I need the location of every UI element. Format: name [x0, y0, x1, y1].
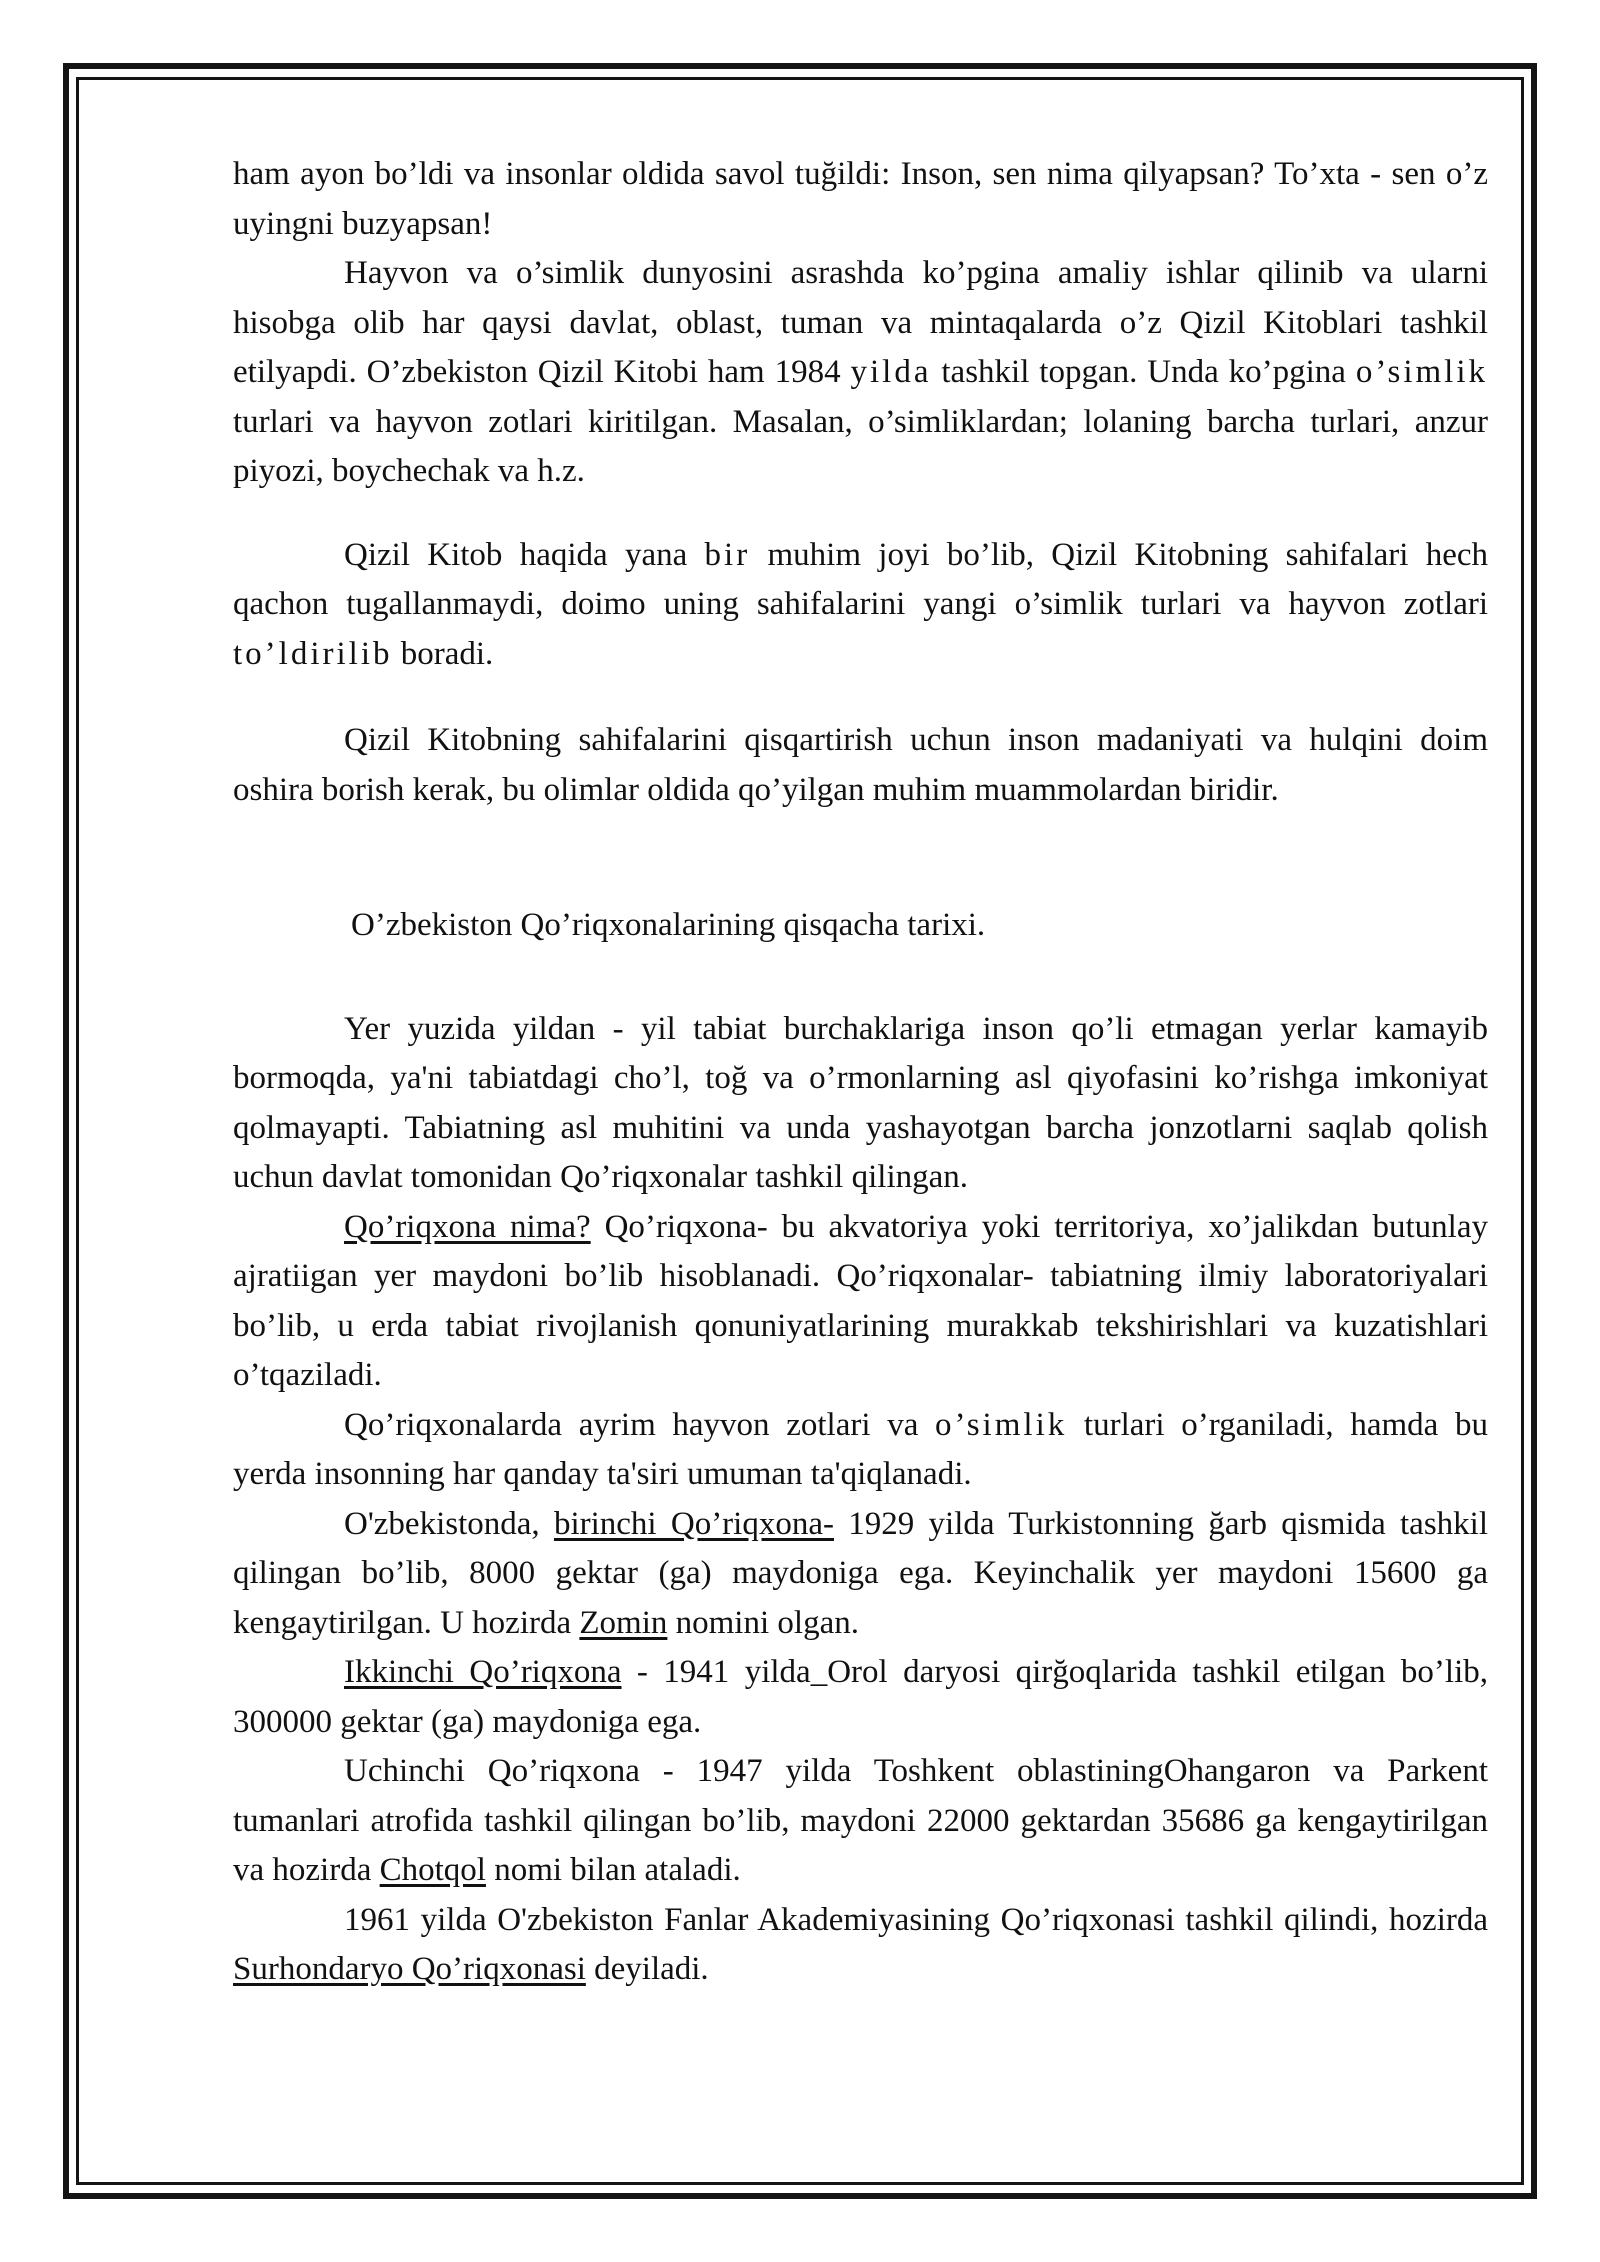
paragraph-reserves-intro: Yer yuzida yildan - yil tabiat burchaklariga inson qo’li etmagan yerlar kamayib bormoqda, ya'ni tabiatdagi cho’l, toğ va o’rmonlarning asl qiyofasini ko’rishga imkoniyat qolmayapti. Tabiatning asl muhitini va unda yashayotgan barcha jonzotlarni saqlab qolish uchun davlat tomonidan Qo’riqxonalar tashkil qilingan. [233, 1010, 1488, 1195]
underlined-term: Qo’riqxona nima? [344, 1208, 591, 1245]
paragraph-academy-reserve [233, 1896, 1488, 1995]
text-run: muhim joyi bo’lib, Qizil Kitobning sahifalari hech qachon tugallanmaydi, doimo uning sahifalarini yangi o’simlik turlari va hayvon zotlari [233, 536, 1488, 622]
text-run: 1961 yilda O'zbekiston Fanlar Akademiyasining Qo’riqxonasi tashkil qilindi, hozirda [344, 1901, 1488, 1938]
text-run: O'zbekistonda, [344, 1505, 554, 1542]
paragraph-first-reserve [233, 1500, 1488, 1649]
text-run-spaced: bir [704, 536, 751, 573]
paragraph-second-reserve [233, 1648, 1488, 1747]
text-run: boradi. [392, 635, 494, 672]
text-run-spaced: o’simlik [1355, 354, 1488, 390]
paragraph-red-book-uzbekistan [233, 249, 1488, 497]
document-body [233, 150, 1488, 1995]
paragraph-red-book-pages [233, 531, 1488, 680]
text-run: - 1941 yilda_Orol daryosi qirğoqlarida tashkil etilgan bo’lib, 300000 gektar (ga) maydoniga ega. [233, 1654, 1488, 1740]
underlined-term: Zomin [579, 1604, 668, 1641]
text-run: Qo’riqxona- bu akvatoriya yoki territoriya, xo’jalikdan butunlay ajratiigan yer maydoni bo’lib hisoblanadi. Qo’riqxonalar- tabiatning ilmiy laboratoriyalari bo’lib, u erda tabiat rivojlanish qonuniyatlarining murakkab tekshirishlari va kuzatishlari o’tqaziladi. [233, 1208, 1488, 1393]
text-run: turlari o’rganiladi, hamda bu yerda insonning har qanday ta'siri umuman ta'qiqlanadi. [233, 1406, 1488, 1492]
paragraph-what-is-reserve [233, 1203, 1488, 1401]
paragraph-third-reserve [233, 1747, 1488, 1896]
text-run: turlari va hayvon zotlari kiritilgan. Masalan, o’simliklardan; lolaning barcha turlari, anzur piyozi, boychechak va h.z. [233, 403, 1488, 489]
text-run: nomi bilan ataladi. [485, 1852, 741, 1888]
text-run-spaced: o’simlik [935, 1406, 1068, 1443]
text-run: Hayvon va o’simlik dunyosini asrashda ko’pgina amaliy ishlar qilinib va ularni hisobga olib har qaysi davlat, oblast, tuman va mintaqalarda o’z Qizil Kitoblari tashkil etilyapdi. O’zbekiston Qizil Kitobi ham 1984 [233, 255, 1488, 390]
text-run: nomini olgan. [667, 1604, 859, 1641]
section-title: O’zbekiston Qo’riqxonalarining qisqacha tarixi. [351, 907, 986, 943]
text-run: Uchinchi Qo’riqxona - 1947 yilda Toshkent oblastiningOhangaron va Parkent tumanlari atrofida tashkil qilingan bo’lib, maydoni 22000 gektardan 35686 ga kengaytirilgan va hozirda [233, 1753, 1488, 1888]
underlined-term: Chotqol [379, 1852, 486, 1888]
paragraph-red-book-culture: Qizil Kitobning sahifalarini qisqartirish uchun inson madaniyati va hulqini doim oshira borish kerak, bu olimlar oldida qo’yilgan muhim muammolardan biridir. [233, 722, 1488, 808]
text-run: Qo’riqxonalarda ayrim hayvon zotlari va [344, 1406, 936, 1443]
underlined-term: Surhondaryo Qo’riqxonasi [233, 1951, 586, 1987]
text-run: Qizil Kitob haqida yana [344, 536, 705, 573]
underlined-term: Ikkinchi Qo’riqxona [344, 1654, 622, 1690]
text-run-spaced: yilda [850, 354, 932, 390]
paragraph-reserve-study [233, 1401, 1488, 1500]
text-run-spaced: to’ldirilib [233, 635, 393, 672]
underlined-term: birinchi Qo’riqxona- [553, 1505, 834, 1542]
text-run: 1929 yilda Turkistonning ğarb qismida tashkil qilingan bo’lib, 8000 gektar (ga) maydoniga ega. Keyinchalik yer maydoni 15600 ga kengaytirilgan. U hozirda [233, 1505, 1488, 1641]
text-run: deyiladi. [585, 1951, 709, 1987]
text-run: tashkil topgan. Unda ko’pgina [931, 354, 1356, 390]
paragraph-intro-continuation: ham ayon bo’ldi va insonlar oldida savol tuğildi: Inson, sen nima qilyapsan? To’xta - sen o’z uyingni buzyapsan! [233, 156, 1488, 242]
